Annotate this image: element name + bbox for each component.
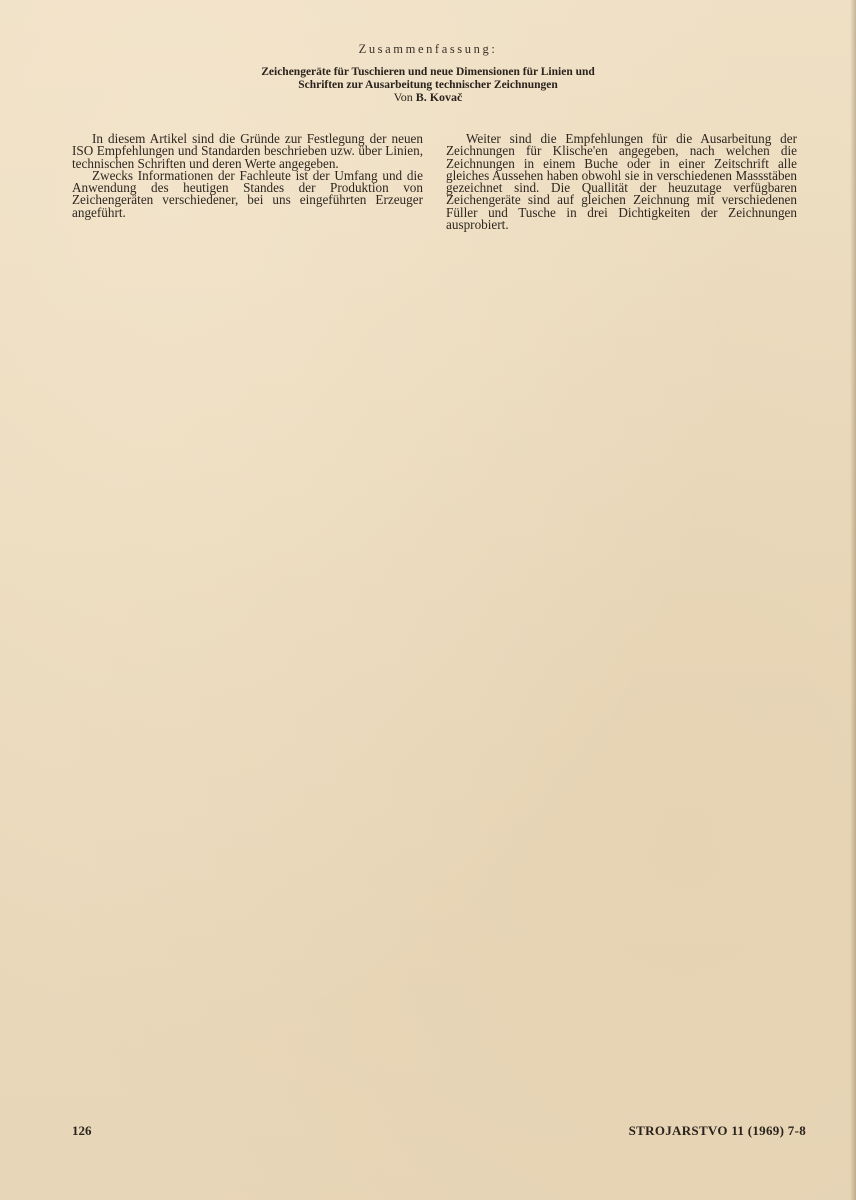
paragraph: Zwecks Informationen der Fachleute ist der Umfang und die Anwendung des heutigen Standes der Produktion von Zeichengeräten verschiedener, bei uns eingeführten Erzeuger angeführt. <box>72 167 423 220</box>
article-title: Zeichengeräte für Tuschieren und neue Dimensionen für Linien und Schriften zur Ausarbeitung technischer Zeichnungen <box>261 66 595 91</box>
paragraph: In diesem Artikel sind die Gründe zur Festlegung der neuen ISO Empfehlungen und Standarden beschrieben uzw. über Linien, technischen Schriften und deren Werte angegeben. <box>72 131 423 171</box>
author-name: B. Kovač <box>415 90 463 104</box>
page-number: 126 <box>72 1123 92 1138</box>
paragraph: Weiter sind die Empfehlungen für die Ausarbeitung der Zeichnungen für Klische'en angegeben, nach welchen die Zeichnungen in einem Buche oder in einer Zeitschrift alle gleiches Aussehen haben obwohl sie in verschiedenen Massstäben gezeichnet sind. Die Quallität der heuzutage verfügbaren Zeichengeräte sind auf gleichen Zeichnung mit verschiedenen Füller und Tusche in drei Dichtigkeiten der Zeichnungen ausprobiert. <box>446 131 797 233</box>
page-edge-shadow <box>850 0 856 1200</box>
right-column <box>446 133 797 231</box>
page-footer <box>72 1123 806 1139</box>
journal-citation: STROJARSTVO 11 (1969) 7-8 <box>628 1123 806 1138</box>
left-column <box>72 133 423 231</box>
summary-body <box>72 133 797 231</box>
byline <box>0 91 856 104</box>
section-title: Zusammenfassung: <box>358 42 498 56</box>
byline-prefix: Von <box>393 90 413 104</box>
summary-header <box>0 42 856 104</box>
